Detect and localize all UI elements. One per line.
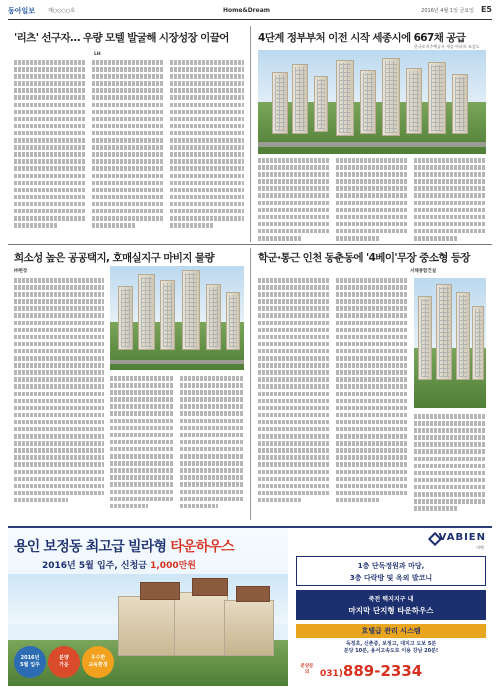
- feature-box-location: 죽전 택지지구 내 마지막 단지형 타운하우스: [296, 590, 486, 620]
- page-number: E5: [480, 5, 492, 14]
- article-1-headline: '리츠' 선구자… 우량 모텔 발굴해 시장성장 이끌어: [14, 32, 229, 44]
- column-divider: [250, 26, 251, 242]
- article-3-text-col-2: [110, 376, 174, 518]
- page-header: [8, 6, 492, 20]
- article-4-text-col-2: [336, 278, 408, 518]
- article-1-text-col-1: [14, 60, 86, 240]
- article-1-text-col-2: [92, 60, 164, 240]
- article-2-text-col-3: [414, 158, 486, 242]
- issue-number: 제○○○○호: [48, 8, 76, 14]
- ad-title: 용인 보정동 최고급 빌라형 타운하우스: [14, 539, 234, 555]
- ad-info-panel: [288, 528, 492, 686]
- article-3-byline: ㈜현장: [14, 269, 28, 274]
- ad-townhouse-visual: [8, 528, 288, 686]
- article-2-text-col-1: [258, 158, 330, 242]
- article-4-byline: 서해종합건설: [410, 269, 437, 274]
- article-1-text-col-3: [170, 60, 244, 240]
- article-2-headline: 4단계 정부부처 이전 시작 세종시에 667채 공급: [258, 32, 466, 44]
- badge-move-in: 2016년 5월 입주: [14, 646, 46, 678]
- phone-number[interactable]: 031)889-2334: [320, 662, 423, 680]
- masthead: 동아일보: [8, 7, 36, 15]
- brand-name: VABIEN: [438, 532, 486, 543]
- article-4-text-col-3: [414, 414, 486, 518]
- badge-education: 우수한 교육환경: [82, 646, 114, 678]
- article-2-text-col-2: [336, 158, 408, 242]
- phone-contact[interactable]: [296, 662, 486, 682]
- article-4-photo: [414, 278, 486, 408]
- ad-subtitle: 2016년 5월 입주, 신청금 1,000만원: [42, 561, 196, 571]
- advertisement[interactable]: [8, 526, 492, 686]
- article-1-byline: LH: [94, 52, 101, 57]
- column-divider: [250, 248, 251, 520]
- feature-box-garden: 1층 단독정원과 마당, 3층 다락방 및 옥외 발코니: [296, 556, 486, 586]
- feature-box-management: 호텔급 관리 시스템: [296, 624, 486, 638]
- article-3-text-col-3: [180, 376, 244, 518]
- article-3-headline: 희소성 높은 공공택지, 호매실지구 마비지 물량: [14, 252, 214, 264]
- access-info: 독정초, 신촌중, 보정고, 대지고 도보 5분 분당 10분, 용서고속도로 이용 강남 20분!: [343, 641, 439, 654]
- article-4-text-col-1: [258, 278, 330, 518]
- article-3-photo: [110, 266, 244, 370]
- issue-date: 2016년 4월 1일 금요일: [421, 8, 474, 14]
- phone-label: 분양문의: [300, 664, 314, 675]
- section-title: Home&Dream: [223, 7, 271, 14]
- badge-price: 분양 가운: [48, 646, 80, 678]
- section-divider: [8, 244, 492, 245]
- article-3-text-col-1: [14, 278, 104, 518]
- article-4-headline: 학군·통근 인천 동춘동에 '4베이'무장 중소형 등장: [258, 252, 470, 264]
- article-2-photo: [258, 50, 486, 154]
- brand-subtitle: 비벤: [476, 545, 484, 550]
- article-2-photo-caption: 한국토지주택공사 세종 아파트 조감도: [414, 44, 480, 49]
